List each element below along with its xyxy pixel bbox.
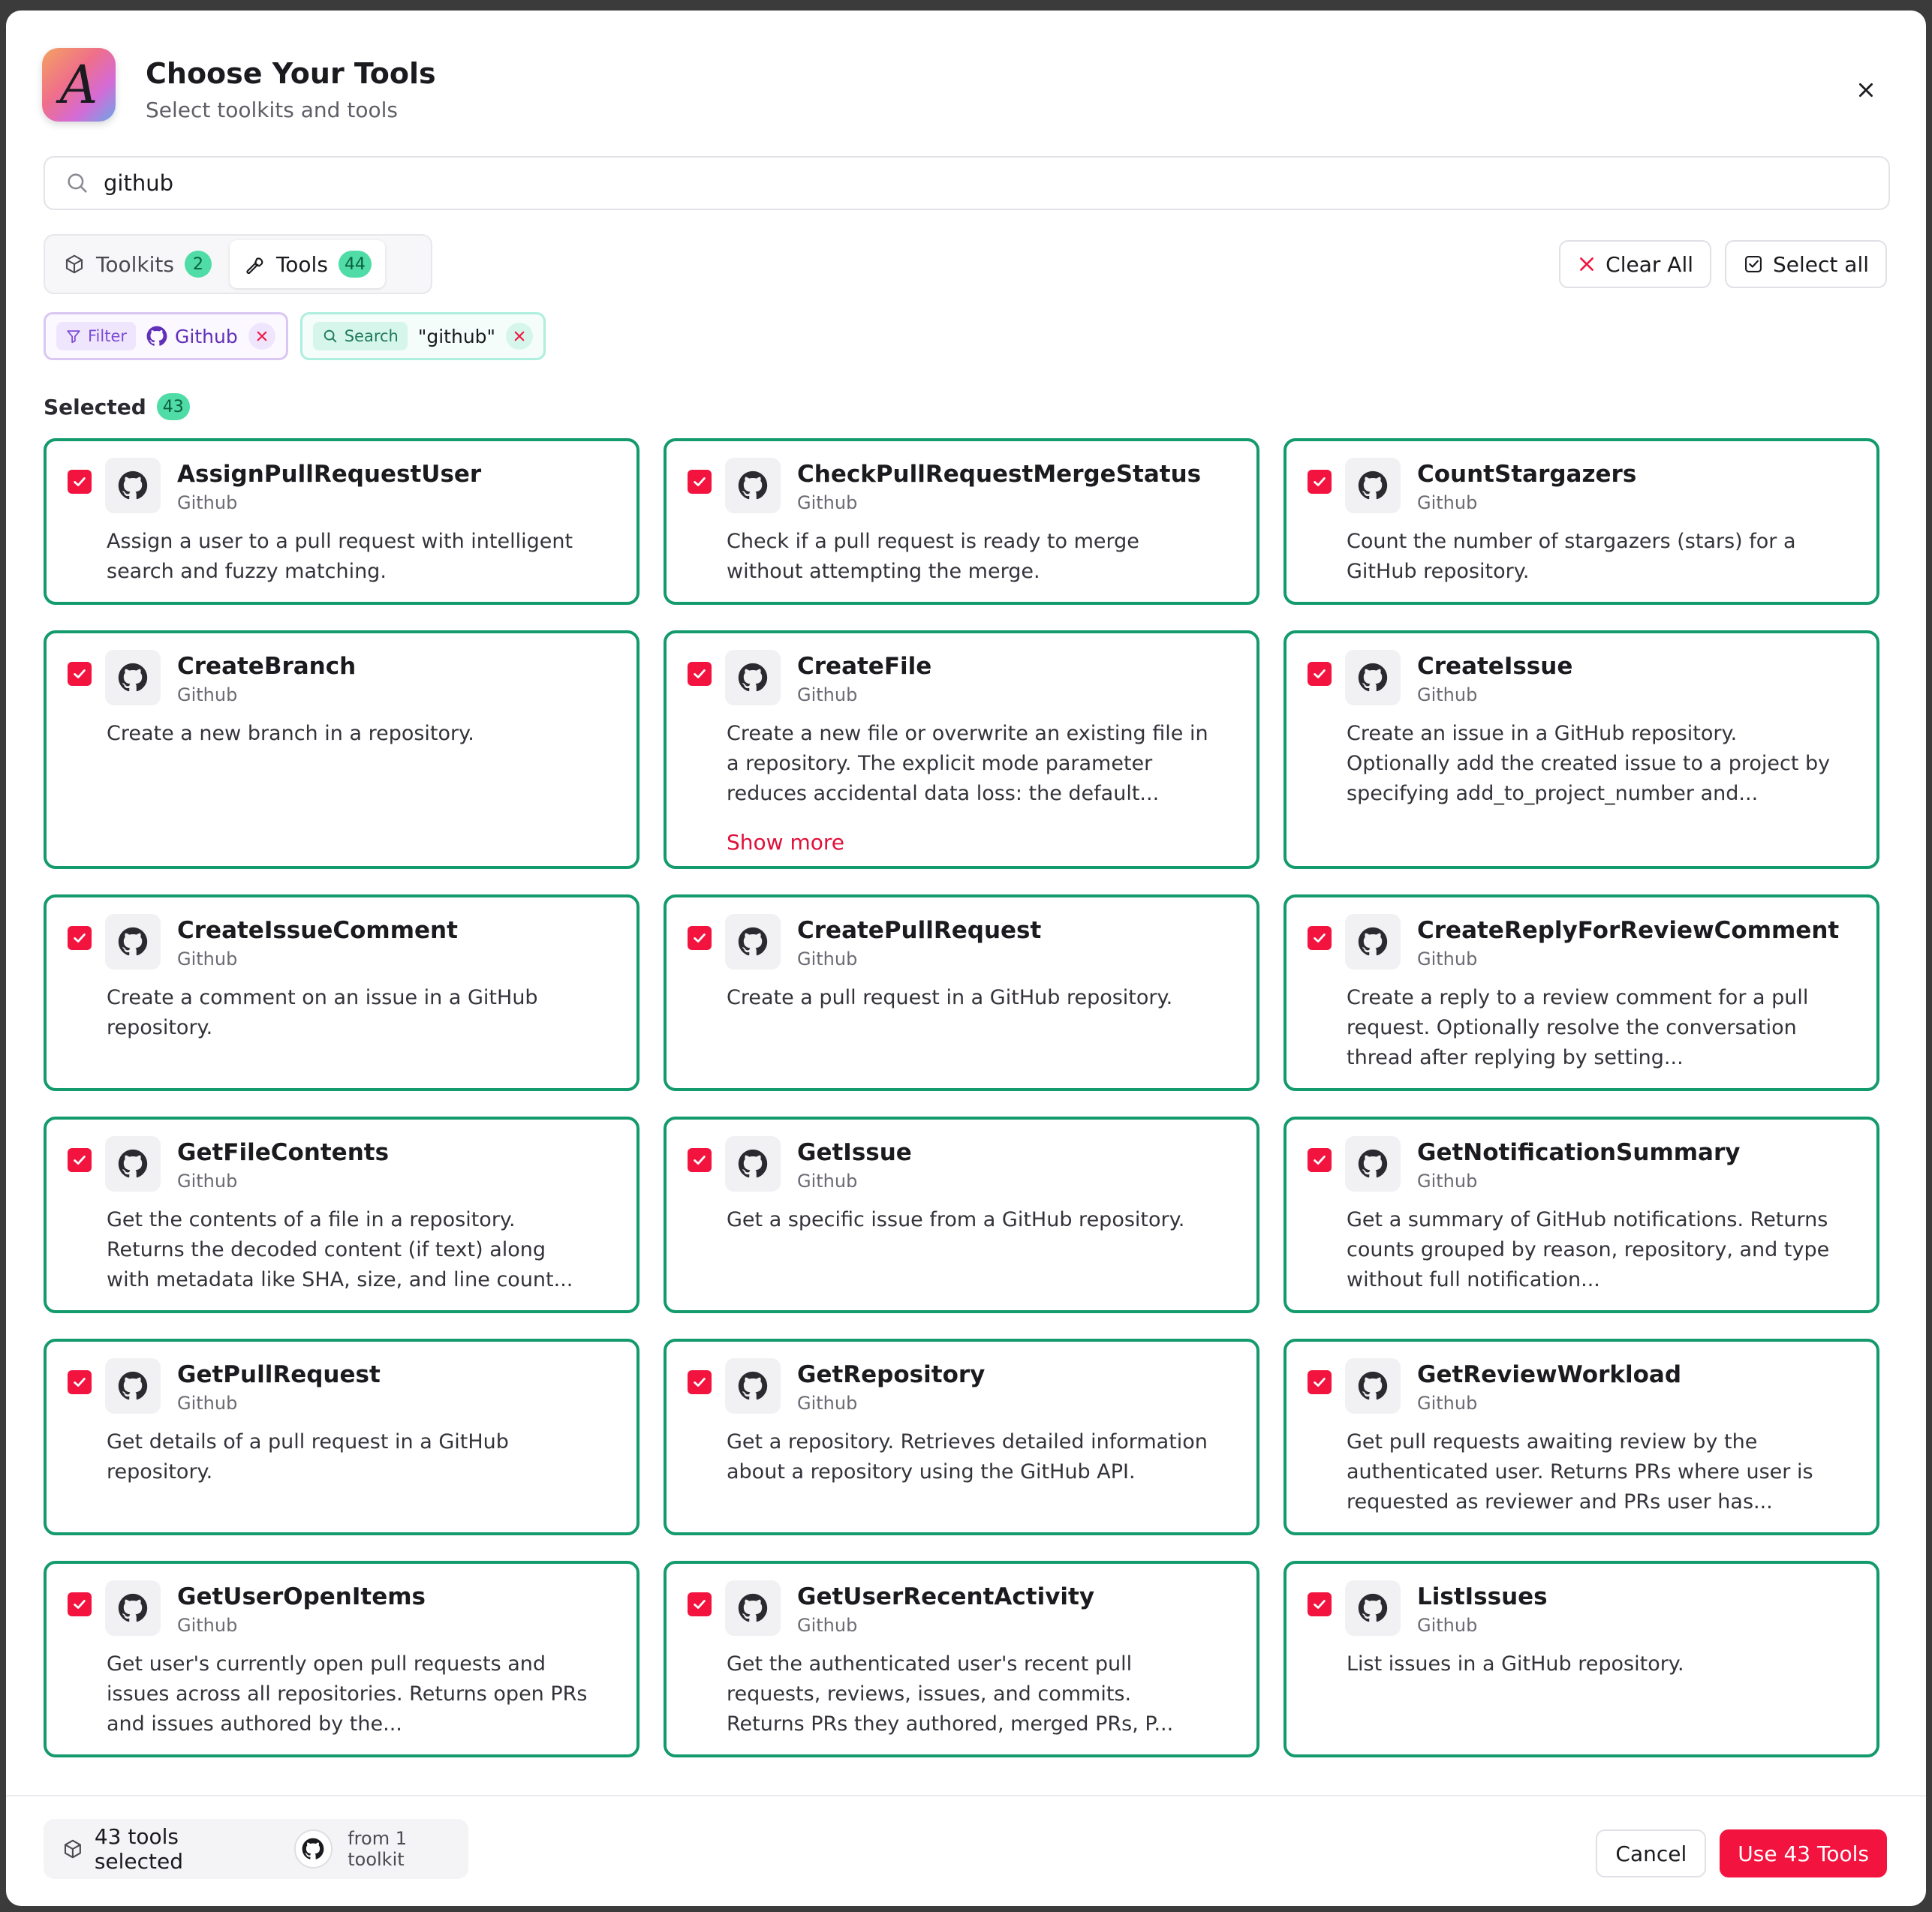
tool-toolkit: Github	[177, 1171, 238, 1192]
github-icon	[118, 1593, 148, 1623]
cancel-button[interactable]: Cancel	[1596, 1829, 1706, 1877]
footer-actions	[1596, 1829, 1887, 1877]
tool-checkbox[interactable]	[688, 1592, 712, 1616]
modal-title: Choose Your Tools	[146, 57, 436, 90]
tool-name: GetReviewWorkload	[1417, 1361, 1682, 1388]
tool-toolkit: Github	[177, 492, 238, 513]
selected-heading	[44, 393, 190, 420]
toolkit-count: from 1 toolkit	[348, 1828, 407, 1870]
check-icon	[691, 1374, 708, 1390]
filter-value-label: Github	[175, 325, 238, 347]
tool-toolkit: Github	[177, 1393, 238, 1414]
toolkit-avatar	[1345, 1358, 1401, 1414]
selected-count: 43	[157, 393, 190, 420]
tool-checkbox[interactable]	[1308, 1148, 1332, 1172]
toolkit-avatar	[1345, 1580, 1401, 1636]
tool-description: Get user's currently open pull requests and issues across all repositories. Returns open PRs and issues authored by the...	[107, 1652, 588, 1736]
tool-checkbox[interactable]	[688, 1148, 712, 1172]
toolkit-avatar	[105, 650, 161, 705]
github-icon	[118, 470, 148, 501]
tool-checkbox[interactable]	[68, 926, 92, 950]
clear-all-button[interactable]	[1559, 240, 1711, 288]
tool-card[interactable]	[664, 894, 1259, 1091]
check-icon	[71, 930, 88, 946]
tool-toolkit: Github	[1417, 492, 1478, 513]
tool-name: GetRepository	[797, 1361, 986, 1388]
check-icon	[1311, 1374, 1328, 1390]
app-logo-letter: A	[59, 54, 98, 116]
x-icon	[1577, 254, 1596, 274]
filter-tag-label: Filter	[88, 327, 128, 345]
toolkit-avatar	[105, 1136, 161, 1192]
remove-filter-button[interactable]	[248, 323, 275, 350]
tab-toolkits-label: Toolkits	[96, 251, 174, 277]
tool-checkbox[interactable]	[68, 662, 92, 686]
selected-tools-count: 43 tools selected	[94, 1824, 184, 1874]
tool-card[interactable]	[1283, 1561, 1879, 1757]
check-icon	[71, 1152, 88, 1168]
tool-card[interactable]	[44, 630, 639, 869]
tool-toolkit: Github	[797, 684, 858, 705]
tool-card[interactable]	[44, 438, 639, 605]
tool-card[interactable]	[664, 438, 1259, 605]
tool-toolkit: Github	[177, 1615, 238, 1636]
tool-card[interactable]	[1283, 630, 1879, 869]
tool-toolkit: Github	[1417, 1393, 1478, 1414]
check-icon	[71, 666, 88, 682]
tool-toolkit: Github	[797, 1393, 858, 1414]
tool-name: CreateIssueComment	[177, 917, 458, 944]
tool-checkbox[interactable]	[68, 1148, 92, 1172]
github-icon	[118, 927, 148, 957]
check-icon	[1311, 473, 1328, 490]
selected-label: Selected	[44, 394, 146, 419]
active-filters	[44, 312, 546, 360]
tool-description: Get a specific issue from a GitHub repository.	[727, 1208, 1185, 1231]
toolkit-avatar	[105, 1358, 161, 1414]
tool-checkbox[interactable]	[688, 470, 712, 494]
search-value-label: "github"	[417, 325, 496, 347]
use-tools-button[interactable]: Use 43 Tools	[1720, 1829, 1887, 1877]
tool-card[interactable]	[44, 894, 639, 1091]
tool-name: ListIssues	[1417, 1583, 1548, 1610]
tool-description: Create an issue in a GitHub repository. Optionally add the created issue to a project by specifying add_to_project_number and...	[1347, 722, 1831, 805]
tool-name: GetPullRequest	[177, 1361, 381, 1388]
search-box[interactable]	[44, 156, 1890, 210]
tool-name: CheckPullRequestMergeStatus	[797, 461, 1202, 488]
tool-description: Get a summary of GitHub notifications. Returns counts grouped by reason, repository, and type without full notification...	[1347, 1208, 1830, 1291]
tool-name: GetNotificationSummary	[1417, 1139, 1741, 1166]
tool-description: Get the contents of a file in a repository. Returns the decoded content (if text) along with metadata like SHA, size, and line count...	[107, 1208, 573, 1291]
tool-description: Get details of a pull request in a GitHub repository.	[107, 1430, 509, 1484]
tool-name: GetFileContents	[177, 1139, 390, 1166]
tool-name: AssignPullRequestUser	[177, 461, 482, 488]
check-icon	[71, 1596, 88, 1613]
tool-name: GetUserRecentActivity	[797, 1583, 1095, 1610]
show-more-link[interactable]: Show more	[727, 830, 844, 855]
tool-card[interactable]	[1283, 1339, 1879, 1535]
tool-description: Get the authenticated user's recent pull requests, reviews, issues, and commits. Returns PRs they authored, merged PRs, P...	[727, 1652, 1174, 1736]
check-icon	[71, 473, 88, 490]
tool-description: Get a repository. Retrieves detailed information about a repository using the GitHub API.	[727, 1430, 1208, 1484]
check-icon	[1311, 1152, 1328, 1168]
check-icon	[1311, 666, 1328, 682]
close-icon	[255, 329, 269, 343]
filter-value	[146, 326, 238, 347]
tool-toolkit: Github	[177, 948, 238, 970]
github-icon	[302, 1838, 324, 1860]
filter-tag	[56, 322, 136, 350]
toolkit-avatar	[725, 1358, 781, 1414]
tool-description: Count the number of stargazers (stars) for a GitHub repository.	[1347, 530, 1796, 583]
tool-checkbox[interactable]	[688, 926, 712, 950]
check-icon	[1311, 930, 1328, 946]
tool-name: GetIssue	[797, 1139, 912, 1166]
toolkit-avatar	[294, 1829, 333, 1868]
toolkit-avatar	[105, 1580, 161, 1636]
select-all-button[interactable]	[1725, 240, 1887, 288]
github-icon	[1358, 663, 1388, 693]
toolkit-avatar	[725, 1580, 781, 1636]
selection-summary	[44, 1819, 468, 1879]
filter-chip[interactable]	[44, 312, 288, 360]
clear-all-label: Clear All	[1605, 251, 1693, 277]
github-icon	[1358, 1371, 1388, 1401]
tool-card[interactable]	[1283, 1117, 1879, 1313]
close-icon	[513, 329, 526, 343]
search-icon	[322, 328, 339, 344]
tool-toolkit: Github	[1417, 1171, 1478, 1192]
close-button[interactable]	[1849, 74, 1882, 107]
select-all-label: Select all	[1773, 251, 1869, 277]
check-icon	[691, 930, 708, 946]
tool-card[interactable]	[44, 1339, 639, 1535]
github-icon	[1358, 470, 1388, 501]
cube-icon	[63, 253, 86, 275]
tool-checkbox[interactable]	[68, 470, 92, 494]
tool-description: List issues in a GitHub repository.	[1347, 1652, 1684, 1676]
tab-tools[interactable]	[230, 240, 385, 288]
tool-card[interactable]	[1283, 438, 1879, 605]
filter-icon	[65, 328, 82, 344]
tool-name: GetUserOpenItems	[177, 1583, 426, 1610]
modal-subtitle: Select toolkits and tools	[146, 98, 398, 122]
search-tag-label: Search	[344, 327, 399, 345]
github-icon	[118, 1149, 148, 1179]
tool-toolkit: Github	[797, 948, 858, 970]
tool-toolkit: Github	[797, 1615, 858, 1636]
tool-description: Assign a user to a pull request with intelligent search and fuzzy matching.	[107, 530, 573, 583]
github-icon	[738, 1371, 768, 1401]
tool-toolkit: Github	[177, 684, 238, 705]
toolkit-avatar	[725, 458, 781, 513]
check-icon	[691, 1596, 708, 1613]
toolkit-avatar	[1345, 914, 1401, 970]
github-icon	[738, 470, 768, 501]
tool-description: Create a new file or overwrite an existing file in a repository. The explicit mode parameter reduces accidental data loss: the default...	[727, 722, 1208, 805]
tab-tools-count: 44	[339, 251, 372, 278]
wrench-icon	[243, 253, 266, 275]
tool-checkbox[interactable]	[1308, 926, 1332, 950]
tool-checkbox[interactable]	[1308, 1370, 1332, 1394]
close-icon	[1856, 80, 1876, 100]
tool-description: Get pull requests awaiting review by the authenticated user. Returns PRs where user is requested as reviewer and PRs user has...	[1347, 1430, 1813, 1514]
tool-description: Check if a pull request is ready to merge without attempting the merge.	[727, 530, 1139, 583]
check-icon	[691, 666, 708, 682]
tool-card[interactable]	[664, 1561, 1259, 1757]
tool-description: Create a pull request in a GitHub repository.	[727, 986, 1173, 1009]
view-tabs	[44, 234, 432, 294]
github-icon	[1358, 927, 1388, 957]
tool-checkbox[interactable]	[1308, 470, 1332, 494]
tool-name: CreatePullRequest	[797, 917, 1042, 944]
tool-description: Create a reply to a review comment for a pull request. Optionally resolve the conversation thread after replying by setting...	[1347, 986, 1809, 1069]
tool-toolkit: Github	[797, 492, 858, 513]
github-icon	[118, 1371, 148, 1401]
remove-search-button[interactable]	[506, 323, 533, 350]
github-icon	[738, 1149, 768, 1179]
tool-description: Create a comment on an issue in a GitHub repository.	[107, 986, 538, 1039]
tool-name: CreateReplyForReviewComment	[1417, 917, 1840, 944]
check-icon	[691, 1152, 708, 1168]
toolkit-avatar	[1345, 458, 1401, 513]
tool-checkbox[interactable]	[68, 1592, 92, 1616]
tool-toolkit: Github	[1417, 684, 1478, 705]
tool-card[interactable]	[664, 1117, 1259, 1313]
tab-tools-label: Tools	[275, 251, 328, 277]
github-icon	[1358, 1593, 1388, 1623]
github-icon	[118, 663, 148, 693]
tool-card[interactable]	[664, 1339, 1259, 1535]
search-value	[418, 326, 495, 347]
search-tag	[313, 322, 408, 350]
modal-footer	[6, 1795, 1926, 1906]
search-icon	[65, 170, 90, 196]
search-chip[interactable]	[300, 312, 546, 360]
tool-toolkit: Github	[1417, 948, 1478, 970]
github-icon	[738, 663, 768, 693]
tool-name: CreateBranch	[177, 653, 357, 680]
tool-checkbox[interactable]	[1308, 662, 1332, 686]
tool-checkbox[interactable]	[68, 1370, 92, 1394]
app-logo	[42, 48, 116, 122]
bulk-actions	[1559, 240, 1887, 288]
choose-tools-modal	[6, 11, 1926, 1906]
check-icon	[71, 1374, 88, 1390]
cube-icon	[62, 1838, 84, 1860]
tool-name: CreateFile	[797, 653, 932, 680]
github-icon	[1358, 1149, 1388, 1179]
toolkit-avatar	[105, 458, 161, 513]
tool-card[interactable]	[664, 630, 1259, 869]
tab-toolkits-count: 2	[185, 251, 212, 278]
toolkit-avatar	[725, 1136, 781, 1192]
github-icon	[738, 927, 768, 957]
tab-toolkits[interactable]	[50, 240, 225, 288]
toolkit-avatar	[725, 650, 781, 705]
tool-toolkit: Github	[797, 1171, 858, 1192]
tool-checkbox[interactable]	[688, 662, 712, 686]
modal-header	[42, 48, 1890, 131]
tool-name: CreateIssue	[1417, 653, 1573, 680]
tool-description: Create a new branch in a repository.	[107, 722, 474, 745]
tool-card[interactable]	[1283, 894, 1879, 1091]
toolkit-avatar	[725, 914, 781, 970]
github-icon	[146, 326, 167, 347]
tool-card[interactable]	[44, 1117, 639, 1313]
check-icon	[691, 473, 708, 490]
tool-checkbox[interactable]	[688, 1370, 712, 1394]
search-input[interactable]	[104, 170, 1830, 196]
toolkit-avatar	[105, 914, 161, 970]
tool-checkbox[interactable]	[1308, 1592, 1332, 1616]
tool-toolkit: Github	[1417, 1615, 1478, 1636]
toolkit-avatar	[1345, 650, 1401, 705]
checkbox-icon	[1743, 254, 1764, 275]
toolkit-avatar	[1345, 1136, 1401, 1192]
check-icon	[1311, 1596, 1328, 1613]
tool-card[interactable]	[44, 1561, 639, 1757]
github-icon	[738, 1593, 768, 1623]
tool-name: CountStargazers	[1417, 461, 1637, 488]
